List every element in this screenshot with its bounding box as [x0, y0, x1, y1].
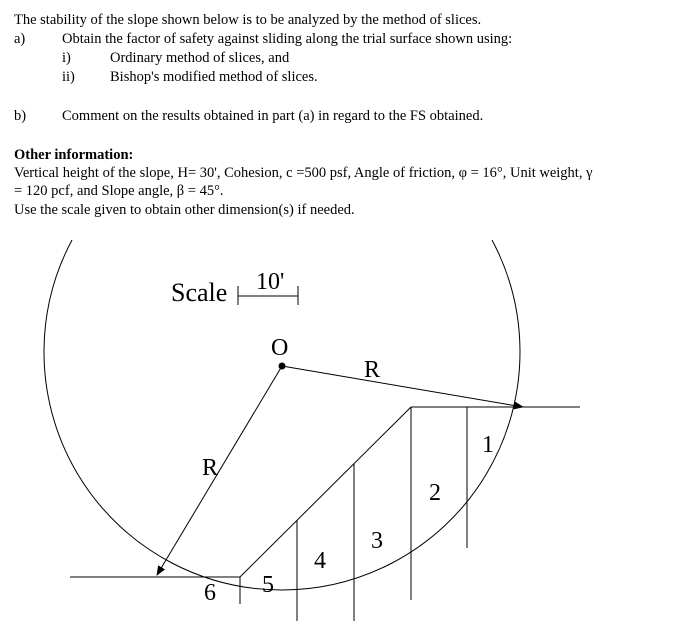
part-b-label: b) [14, 108, 27, 124]
slice-label-2: 2 [429, 480, 441, 506]
radius-label-right: R [364, 357, 381, 383]
part-a-text: Obtain the factor of safety against sliding along the trial surface shown using: [62, 31, 513, 47]
part-b-text: Comment on the results obtained in part (a) in regard to the FS obtained. [62, 108, 484, 124]
slice-label-1: 1 [482, 432, 494, 458]
other-info-heading: Other information: [14, 147, 134, 163]
scale-label: Scale [171, 278, 228, 307]
slice-label-5: 5 [262, 572, 274, 598]
radius-label-left: R [202, 455, 219, 481]
part-a-item-1-text: Ordinary method of slices, and [110, 50, 290, 66]
slice-label-3: 3 [371, 528, 383, 554]
circle-center-point [279, 363, 286, 370]
part-a-label: a) [14, 31, 26, 47]
part-a-item-1-label: i) [62, 50, 71, 66]
other-info-line-2: = 120 pcf, and Slope angle, β = 45°. [14, 183, 224, 199]
slice-label-6: 6 [204, 580, 216, 606]
scale-value: 10' [256, 269, 285, 295]
radius-line-right [282, 366, 523, 407]
slice-label-4: 4 [314, 548, 326, 574]
radius-line-left [157, 366, 282, 575]
problem-intro: The stability of the slope shown below is to be analyzed by the method of slices. [14, 12, 482, 28]
other-info-line-3: Use the scale given to obtain other dimension(s) if needed. [14, 202, 355, 218]
center-label: O [271, 335, 289, 361]
part-a-item-2-text: Bishop's modified method of slices. [110, 69, 318, 85]
other-info-line-1: Vertical height of the slope, H= 30', Cohesion, c =500 psf, Angle of friction, φ = 16°, Unit weight, γ [14, 165, 593, 181]
part-a-item-2-label: ii) [62, 69, 75, 85]
